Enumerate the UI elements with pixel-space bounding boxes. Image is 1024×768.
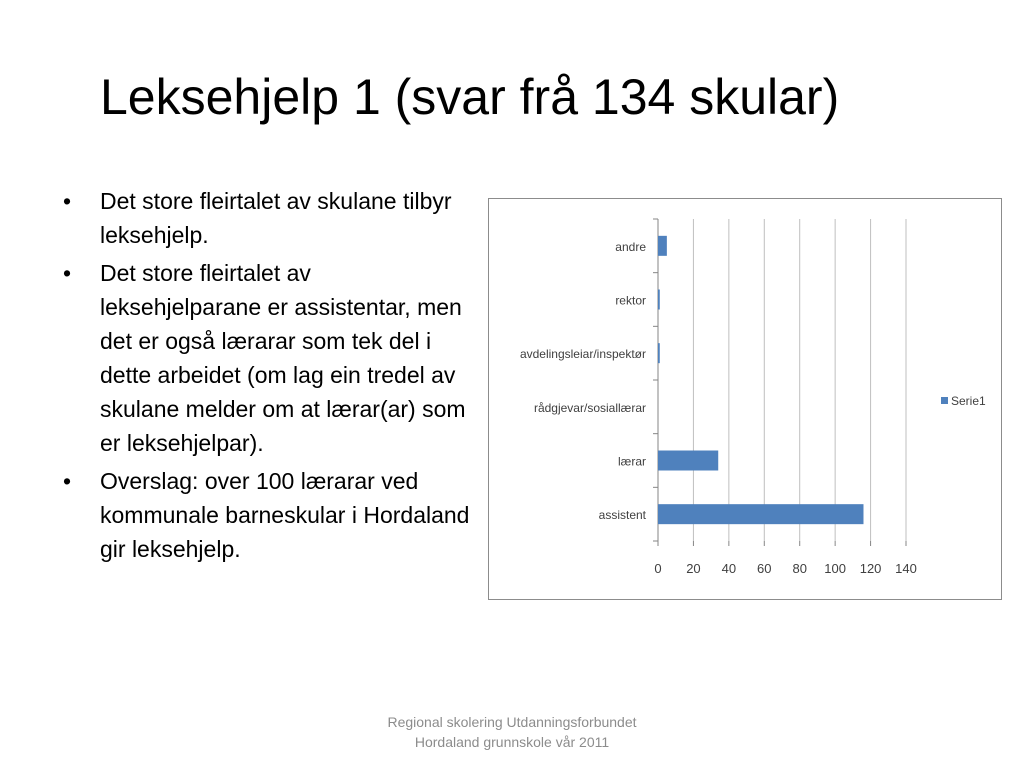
bar (658, 504, 863, 524)
category-label: andre (615, 239, 646, 254)
category-label: avdelingsleiar/inspektør (519, 347, 646, 362)
slide-footer (312, 712, 712, 752)
footer-line-2: Hordaland grunnskole vår 2011 (414, 734, 610, 750)
footer-line-1: Regional skolering Utdanningsforbundet (387, 714, 637, 730)
bullet-text: Det store fleirtalet av skulane tilbyr leksehjelp. (100, 188, 452, 248)
bar (658, 290, 660, 310)
x-tick-label: 100 (824, 561, 846, 576)
category-label: lærar (617, 454, 646, 469)
chart-canvas (489, 199, 1001, 599)
bar-chart (488, 198, 1002, 600)
bar (658, 343, 660, 363)
bar (658, 451, 718, 471)
category-label: rektor (615, 293, 646, 308)
bullet-item (60, 256, 470, 460)
slide-title: Leksehjelp 1 (svar frå 134 skular) (100, 69, 840, 125)
x-tick-label: 0 (654, 561, 662, 576)
bullet-dot: • (63, 188, 72, 214)
category-label: rådgjevar/sosiallærar (533, 400, 646, 415)
x-tick-label: 20 (686, 561, 701, 576)
bar (658, 236, 667, 256)
bullet-dot: • (63, 260, 72, 286)
x-tick-label: 60 (757, 561, 772, 576)
bullet-list (60, 184, 470, 570)
x-tick-label: 140 (895, 561, 917, 576)
legend-swatch (941, 397, 948, 404)
legend-label: Serie1 (951, 394, 986, 408)
x-tick-label: 40 (721, 561, 737, 576)
bullet-text: Overslag: over 100 lærarar ved kommunale barneskular i Hordaland gir leksehjelp. (100, 468, 470, 562)
x-tick-label: 120 (859, 561, 882, 576)
category-label: assistent (598, 508, 646, 523)
bullet-dot: • (63, 468, 72, 494)
bullet-item (60, 184, 470, 252)
bullet-item (60, 464, 470, 566)
x-tick-label: 80 (792, 561, 807, 576)
bullet-text: Det store fleirtalet av leksehjelparane er assistentar, men det er også lærarar som tek del i dette arbeidet (om lag ein tredel av skulane melder om at lærar(ar) som er leksehjelpar). (100, 260, 466, 456)
